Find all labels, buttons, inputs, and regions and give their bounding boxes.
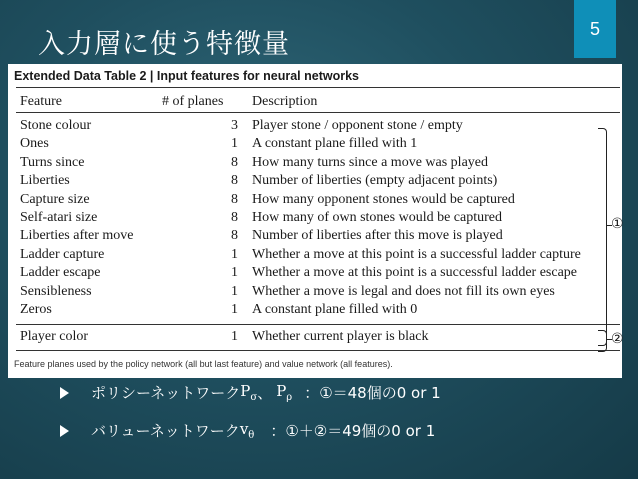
cell-planes: 1 (231, 246, 238, 262)
bullet-suffix: ：①＝48個の0 or 1 (304, 384, 441, 402)
cell-planes: 8 (231, 173, 238, 189)
table-row (8, 228, 622, 246)
marker-circled-2: ② (611, 331, 624, 347)
table-rule-top (16, 87, 620, 88)
cell-feature: Turns since (20, 154, 85, 170)
cell-planes: 1 (231, 302, 238, 317)
cell-feature: Self-atari size (20, 210, 98, 225)
cell-planes: 1 (231, 265, 238, 281)
table-row (8, 247, 622, 265)
table-row (8, 136, 622, 154)
cell-description: A constant plane filled with 1 (252, 136, 418, 152)
cell-feature: Capture size (20, 191, 90, 207)
table-rule-separator (16, 324, 620, 325)
bracket-group-2 (598, 330, 607, 352)
page-number-badge: 5 (574, 0, 616, 58)
marker-circled-1: ① (611, 216, 624, 232)
column-header-planes: # of planes (162, 94, 224, 109)
cell-feature: Sensibleness (20, 283, 92, 299)
cell-feature: Liberties after move (20, 228, 134, 244)
symbol-p-sigma: $P_\sigma$ (240, 382, 258, 403)
cell-description: A constant plane filled with 0 (252, 302, 418, 317)
cell-planes: 8 (231, 191, 238, 207)
table-row (8, 210, 622, 228)
table-rule-bottom (16, 350, 620, 351)
bullet-separator: 、 (257, 384, 273, 402)
table-footnote: Feature planes used by the policy network (all but last feature) and value network (all features). (14, 359, 393, 369)
cell-planes: 8 (231, 210, 238, 225)
cell-description: Whether a move is legal and does not fill its own eyes (252, 283, 555, 299)
cell-description: How many turns since a move was played (252, 154, 488, 170)
table-row (8, 118, 622, 136)
table-row (8, 155, 622, 173)
cell-planes: 3 (231, 118, 238, 133)
cell-description: How many of own stones would be captured (252, 210, 503, 225)
cell-planes: 1 (231, 136, 238, 152)
cell-feature: Zeros (20, 302, 52, 317)
bracket-group-1 (598, 128, 607, 346)
cell-feature: Ladder escape (20, 265, 101, 281)
symbol-v-theta: $v_\theta$ (239, 420, 255, 441)
table-row-player-color (8, 329, 622, 347)
bullet-triangle-icon (60, 387, 69, 399)
cell-description: Whether a move at this point is a successful ladder capture (252, 246, 581, 262)
cell-description: Player stone / opponent stone / empty (252, 118, 463, 133)
cell-planes: 8 (231, 154, 238, 170)
cell-description: How many opponent stones would be captured (252, 191, 515, 207)
table-row (8, 265, 622, 283)
bullet-triangle-icon (60, 425, 69, 437)
cell-feature: Liberties (20, 173, 70, 189)
bullet-policy-network (60, 382, 441, 403)
features-table-image (8, 64, 622, 378)
cell-description: Number of liberties after this move is played (252, 228, 503, 244)
bullet-text: ポリシーネットワーク (91, 384, 241, 402)
cell-feature: Ones (20, 136, 49, 152)
table-row (8, 302, 622, 320)
table-caption: Extended Data Table 2 | Input features for neural networks (14, 69, 360, 83)
column-header-description: Description (252, 94, 318, 109)
cell-planes: 1 (231, 329, 238, 344)
cell-feature: Player color (20, 329, 89, 344)
table-rule-header (16, 112, 620, 113)
symbol-p-rho: $P_\rho$ (276, 382, 293, 403)
cell-feature: Ladder capture (20, 246, 105, 262)
cell-feature: Stone colour (20, 118, 92, 133)
cell-description: Whether current player is black (252, 329, 429, 344)
bullet-value-network (60, 420, 435, 441)
bullet-suffix: ：①＋②＝49個の0 or 1 (270, 422, 436, 440)
cell-planes: 1 (231, 283, 238, 299)
column-header-feature: Feature (20, 94, 62, 109)
cell-planes: 8 (231, 228, 238, 244)
cell-description: Number of liberties (empty adjacent points) (252, 173, 498, 189)
table-row (8, 284, 622, 302)
cell-description: Whether a move at this point is a successful ladder escape (252, 265, 577, 281)
table-row (8, 173, 622, 191)
table-row (8, 192, 622, 210)
slide-title: 入力層に使う特徴量 (38, 29, 290, 60)
bullet-text: バリューネットワーク (91, 422, 240, 440)
